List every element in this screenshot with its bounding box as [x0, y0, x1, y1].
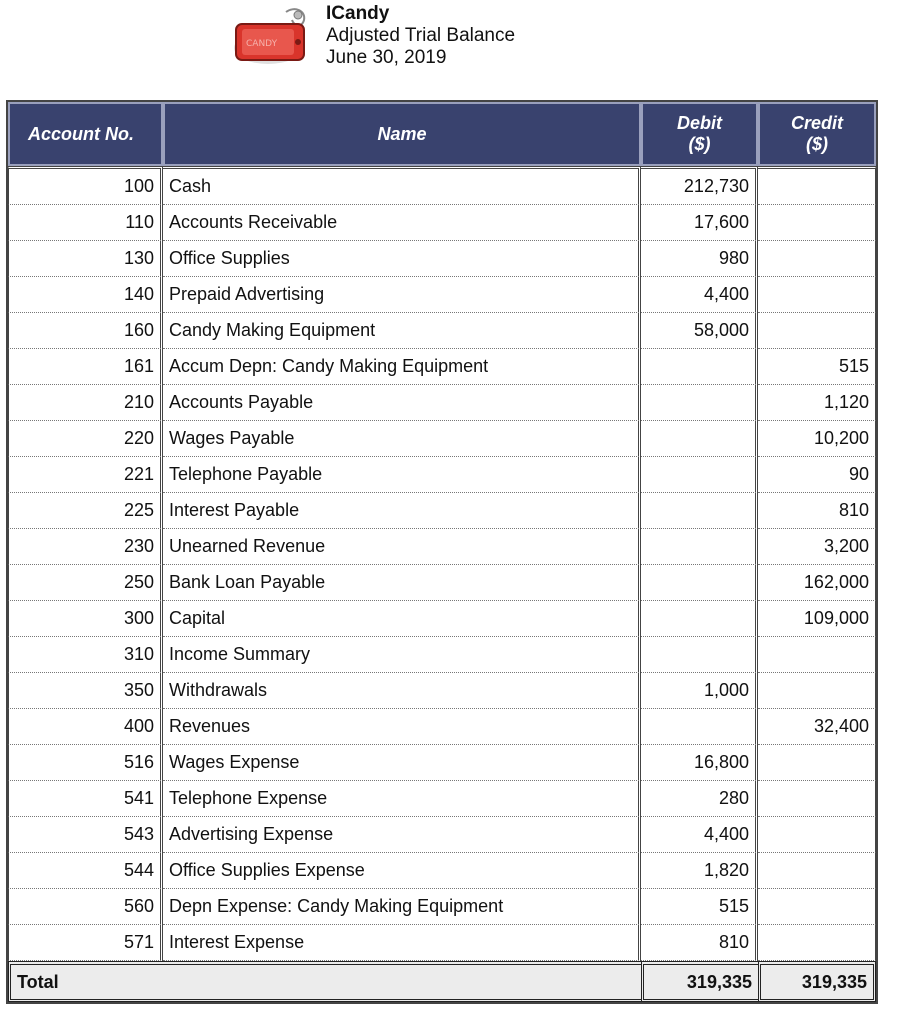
- debit-cell: [641, 601, 758, 637]
- credit-header-line1: Credit: [790, 113, 843, 133]
- credit-cell: 109,000: [758, 601, 876, 637]
- credit-cell: 515: [758, 349, 876, 385]
- table-row: [8, 349, 876, 385]
- table-row: [8, 925, 876, 961]
- table-row: [8, 493, 876, 529]
- table-row: [8, 817, 876, 853]
- account-no-cell: 140: [8, 277, 163, 313]
- credit-cell: 3,200: [758, 529, 876, 565]
- debit-cell: [641, 709, 758, 745]
- table-row: [8, 853, 876, 889]
- debit-cell: [641, 637, 758, 673]
- table-row: [8, 313, 876, 349]
- debit-cell: [641, 457, 758, 493]
- credit-cell: 10,200: [758, 421, 876, 457]
- credit-cell: [758, 781, 876, 817]
- svg-text:CANDY: CANDY: [246, 39, 278, 49]
- credit-cell: [758, 277, 876, 313]
- table-row: [8, 529, 876, 565]
- column-header-credit: [758, 102, 876, 166]
- report-date: June 30, 2019: [326, 47, 447, 68]
- account-name-cell: Bank Loan Payable: [163, 565, 641, 601]
- company-name: ICandy: [326, 3, 390, 24]
- account-name-cell: Accum Depn: Candy Making Equipment: [163, 349, 641, 385]
- credit-cell: [758, 817, 876, 853]
- account-no-cell: 300: [8, 601, 163, 637]
- account-name-cell: Accounts Receivable: [163, 205, 641, 241]
- credit-cell: [758, 925, 876, 961]
- credit-cell: 1,120: [758, 385, 876, 421]
- debit-cell: [641, 493, 758, 529]
- debit-cell: 58,000: [641, 313, 758, 349]
- account-name-cell: Telephone Expense: [163, 781, 641, 817]
- credit-cell: [758, 205, 876, 241]
- table-row: [8, 385, 876, 421]
- account-no-cell: 110: [8, 205, 163, 241]
- debit-cell: 4,400: [641, 277, 758, 313]
- credit-cell: [758, 853, 876, 889]
- table-row: [8, 745, 876, 781]
- account-name-cell: Office Supplies: [163, 241, 641, 277]
- account-no-cell: 310: [8, 637, 163, 673]
- total-row: [8, 961, 876, 1002]
- table-row: [8, 889, 876, 925]
- credit-cell: [758, 637, 876, 673]
- debit-header-line1: Debit: [677, 113, 722, 133]
- account-no-cell: 250: [8, 565, 163, 601]
- title-block: [326, 3, 515, 69]
- account-name-cell: Withdrawals: [163, 673, 641, 709]
- table-row: [8, 709, 876, 745]
- table-row: [8, 673, 876, 709]
- debit-cell: 810: [641, 925, 758, 961]
- account-name-cell: Accounts Payable: [163, 385, 641, 421]
- account-no-cell: 130: [8, 241, 163, 277]
- account-name-cell: Wages Payable: [163, 421, 641, 457]
- column-header-name: Name: [163, 102, 641, 166]
- credit-cell: [758, 673, 876, 709]
- account-no-cell: 541: [8, 781, 163, 817]
- table-row: [8, 601, 876, 637]
- report-title: Adjusted Trial Balance: [326, 25, 516, 46]
- account-name-cell: Depn Expense: Candy Making Equipment: [163, 889, 641, 925]
- credit-cell: 32,400: [758, 709, 876, 745]
- account-no-cell: 544: [8, 853, 163, 889]
- debit-cell: 515: [641, 889, 758, 925]
- account-name-cell: Interest Payable: [163, 493, 641, 529]
- credit-cell: [758, 889, 876, 925]
- account-no-cell: 516: [8, 745, 163, 781]
- debit-cell: [641, 349, 758, 385]
- account-name-cell: Unearned Revenue: [163, 529, 641, 565]
- account-no-cell: 230: [8, 529, 163, 565]
- account-name-cell: Revenues: [163, 709, 641, 745]
- table-header-row: [8, 102, 876, 166]
- debit-cell: [641, 565, 758, 601]
- table-row: [8, 457, 876, 493]
- table-row: [8, 565, 876, 601]
- debit-cell: 280: [641, 781, 758, 817]
- credit-cell: [758, 745, 876, 781]
- account-name-cell: Telephone Payable: [163, 457, 641, 493]
- column-header-account-no: Account No.: [8, 102, 163, 166]
- debit-cell: 4,400: [641, 817, 758, 853]
- debit-cell: 1,000: [641, 673, 758, 709]
- debit-cell: 16,800: [641, 745, 758, 781]
- account-no-cell: 220: [8, 421, 163, 457]
- account-no-cell: 560: [8, 889, 163, 925]
- credit-cell: 90: [758, 457, 876, 493]
- debit-header-line2: ($): [688, 134, 711, 154]
- debit-cell: 1,820: [641, 853, 758, 889]
- table-row: [8, 277, 876, 313]
- table-row: [8, 781, 876, 817]
- account-name-cell: Candy Making Equipment: [163, 313, 641, 349]
- credit-cell: [758, 166, 876, 205]
- credit-cell: [758, 313, 876, 349]
- account-name-cell: Advertising Expense: [163, 817, 641, 853]
- account-name-cell: Capital: [163, 601, 641, 637]
- debit-cell: 17,600: [641, 205, 758, 241]
- account-no-cell: 400: [8, 709, 163, 745]
- account-no-cell: 571: [8, 925, 163, 961]
- debit-cell: 212,730: [641, 166, 758, 205]
- account-name-cell: Office Supplies Expense: [163, 853, 641, 889]
- candy-phone-logo-icon: [228, 6, 314, 70]
- account-name-cell: Income Summary: [163, 637, 641, 673]
- credit-cell: 810: [758, 493, 876, 529]
- debit-cell: [641, 421, 758, 457]
- account-no-cell: 161: [8, 349, 163, 385]
- table-row: [8, 205, 876, 241]
- table-row: [8, 637, 876, 673]
- account-no-cell: 225: [8, 493, 163, 529]
- trial-balance-table: [6, 100, 878, 1004]
- account-no-cell: 350: [8, 673, 163, 709]
- account-no-cell: 210: [8, 385, 163, 421]
- total-label: Total: [8, 961, 641, 1002]
- credit-cell: [758, 241, 876, 277]
- credit-cell: 162,000: [758, 565, 876, 601]
- debit-cell: 980: [641, 241, 758, 277]
- total-debit: 319,335: [641, 961, 758, 1002]
- credit-header-line2: ($): [806, 134, 828, 154]
- debit-cell: [641, 385, 758, 421]
- account-no-cell: 100: [8, 166, 163, 205]
- table-body: [8, 166, 876, 961]
- table-row: [8, 241, 876, 277]
- debit-cell: [641, 529, 758, 565]
- account-name-cell: Wages Expense: [163, 745, 641, 781]
- account-name-cell: Prepaid Advertising: [163, 277, 641, 313]
- total-credit: 319,335: [758, 961, 876, 1002]
- account-name-cell: Cash: [163, 166, 641, 205]
- account-no-cell: 221: [8, 457, 163, 493]
- column-header-debit: [641, 102, 758, 166]
- account-name-cell: Interest Expense: [163, 925, 641, 961]
- account-no-cell: 160: [8, 313, 163, 349]
- account-no-cell: 543: [8, 817, 163, 853]
- table-row: [8, 421, 876, 457]
- table-row: [8, 166, 876, 205]
- report-header: [0, 0, 908, 96]
